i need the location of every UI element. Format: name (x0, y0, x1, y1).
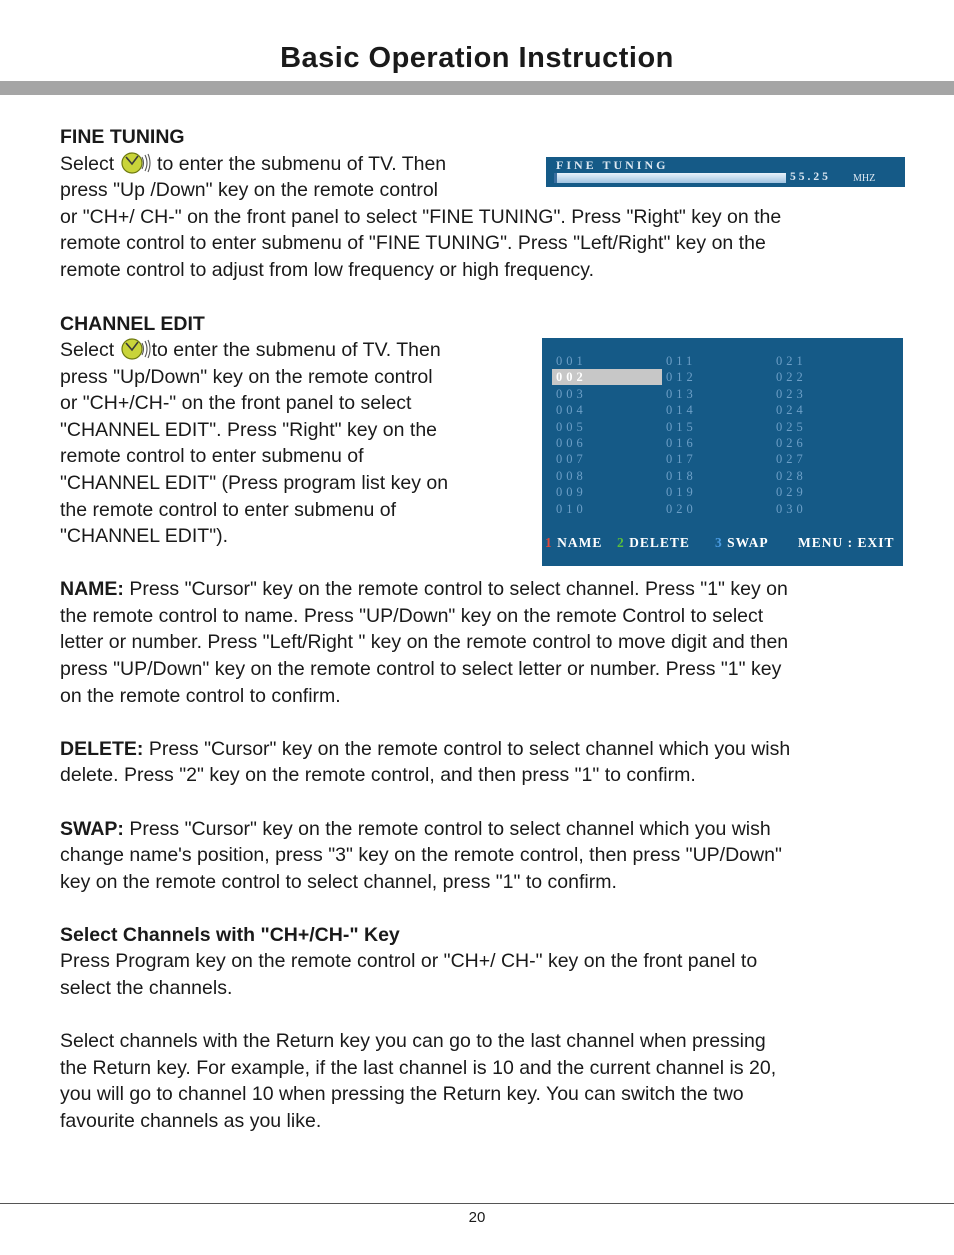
channel-item[interactable]: 027 (776, 452, 807, 467)
footer-delete-label: DELETE (629, 535, 690, 550)
tv-antenna-icon (120, 337, 152, 361)
channel-edit-line-2: press "Up/Down" key on the remote control (60, 366, 433, 388)
channel-item[interactable]: 006 (556, 436, 587, 450)
channel-item[interactable]: 022 (776, 370, 807, 385)
channel-item[interactable]: 016 (666, 436, 697, 450)
channel-item[interactable]: 005 (556, 419, 587, 434)
page-title: Basic Operation Instruction (280, 42, 674, 74)
channel-edit-line-7: the remote control to enter submenu of (60, 499, 397, 521)
channel-item[interactable]: 012 (666, 370, 697, 385)
name-line-3: letter or number. Press "Left/Right " key on the remote control to move digit and then (60, 631, 789, 653)
select-channels-heading: Select Channels with "CH+/CH-" Key (60, 924, 400, 946)
fine-tuning-line-4: remote control to enter submenu of "FINE TUNING". Press "Left/Right" key on the (60, 232, 766, 254)
swap-line-3: key on the remote control to select channel, press "1" to confirm. (60, 871, 617, 893)
channel-item[interactable]: 030 (776, 501, 807, 516)
channel-edit-line-4: "CHANNEL EDIT". Press "Right" key on the (60, 419, 438, 441)
return-line-4: favourite channels as you like. (60, 1110, 322, 1132)
name-line-5: on the remote control to confirm. (60, 685, 341, 707)
channel-edit-line-6: "CHANNEL EDIT" (Press program list key on (60, 472, 449, 494)
fine-tuning-screen-label: FINE TUNING (556, 158, 669, 172)
channel-item[interactable]: 021 (776, 354, 807, 368)
channel-edit-heading: CHANNEL EDIT (60, 313, 205, 335)
channel-item[interactable]: 024 (776, 403, 807, 418)
channel-item[interactable]: 004 (556, 403, 587, 418)
fine-tuning-line-3: or "CH+/ CH-" on the front panel to select "FINE TUNING". Press "Right" key on the (60, 206, 782, 228)
fine-tuning-line-5: remote control to adjust from low frequency or high frequency. (60, 259, 594, 281)
footer-divider (0, 1203, 954, 1204)
fine-tuning-frequency: 55.25 (790, 171, 831, 183)
channel-item[interactable]: 013 (666, 386, 697, 401)
footer-exit: MENU : EXIT (798, 535, 895, 550)
footer-swap-num: 3 (715, 535, 723, 550)
fine-tuning-bar-cursor (554, 173, 557, 183)
channel-item[interactable]: 001 (556, 354, 587, 368)
select-channels-line-1: Press Program key on the remote control or "CH+/ CH-" key on the front panel to (60, 950, 758, 972)
channel-item[interactable]: 002 (552, 369, 662, 385)
footer-swap (715, 535, 769, 551)
channel-item[interactable]: 017 (666, 452, 697, 467)
channel-item[interactable]: 003 (556, 386, 587, 401)
channel-item[interactable]: 028 (776, 468, 807, 483)
swap-line-1: SWAP: Press "Cursor" key on the remote control to select channel which you wish (60, 818, 771, 840)
fine-tuning-screen (546, 157, 905, 187)
channel-item[interactable]: 015 (666, 419, 697, 434)
return-line-3: you will go to channel 10 when pressing the Return key. You can switch the two (60, 1083, 744, 1105)
delete-label: DELETE: (60, 738, 144, 760)
footer-name-num: 1 (545, 535, 553, 550)
fine-tuning-line-1: Select to enter the submenu of TV. Then (60, 153, 447, 175)
channel-item[interactable]: 007 (556, 452, 587, 467)
delete-line-2: delete. Press "2" key on the remote control, and then press "1" to confirm. (60, 764, 696, 786)
channel-item[interactable]: 010 (556, 501, 587, 516)
footer-name (545, 535, 602, 551)
channel-item[interactable]: 026 (776, 436, 807, 450)
title-divider (0, 81, 954, 95)
channel-edit-line-5: remote control to enter submenu of (60, 445, 364, 467)
channel-item[interactable]: 014 (666, 403, 697, 418)
name-line-4: press "UP/Down" key on the remote control to select letter or number. Press "1" key (60, 658, 782, 680)
fine-tuning-unit: MHZ (853, 173, 876, 184)
channel-item[interactable]: 018 (666, 468, 697, 483)
name-label: NAME: (60, 578, 124, 600)
return-line-1: Select channels with the Return key you can go to the last channel when pressing (60, 1030, 766, 1052)
swap-label: SWAP: (60, 818, 124, 840)
select-channels-line-2: select the channels. (60, 977, 233, 999)
swap-line-2: change name's position, press "3" key on the remote control, then press "UP/Down" (60, 844, 782, 866)
tv-antenna-icon (120, 151, 152, 175)
channel-item[interactable]: 008 (556, 468, 587, 483)
channel-item[interactable]: 009 (556, 485, 587, 500)
channel-edit-line-3: or "CH+/CH-" on the front panel to select (60, 392, 412, 414)
footer-swap-label: SWAP (727, 535, 769, 550)
channel-edit-line-8: "CHANNEL EDIT"). (60, 525, 229, 547)
channel-item[interactable]: 023 (776, 386, 807, 401)
channel-edit-line-1: Select to enter the submenu of TV. Then (60, 339, 441, 361)
channel-item[interactable]: 029 (776, 485, 807, 500)
channel-item[interactable]: 011 (666, 354, 697, 368)
fine-tuning-line-2: press "Up /Down" key on the remote control (60, 179, 439, 201)
channel-item[interactable]: 019 (666, 485, 697, 500)
delete-line-1: DELETE: Press "Cursor" key on the remote control to select channel which you wish (60, 738, 791, 760)
channel-item[interactable]: 020 (666, 501, 697, 516)
footer-delete-num: 2 (617, 535, 625, 550)
footer-name-label: NAME (557, 535, 603, 550)
channel-item[interactable]: 025 (776, 419, 807, 434)
fine-tuning-heading: FINE TUNING (60, 126, 185, 148)
name-line-1: NAME: Press "Cursor" key on the remote control to select channel. Press "1" key on (60, 578, 788, 600)
footer-delete (617, 535, 690, 551)
fine-tuning-bar (554, 173, 786, 183)
name-line-2: the remote control to name. Press "UP/Down" key on the remote Control to select (60, 605, 764, 627)
page-number: 20 (468, 1209, 486, 1226)
channel-edit-screen (542, 338, 903, 566)
return-line-2: the Return key. For example, if the last channel is 10 and the current channel is 20, (60, 1057, 777, 1079)
